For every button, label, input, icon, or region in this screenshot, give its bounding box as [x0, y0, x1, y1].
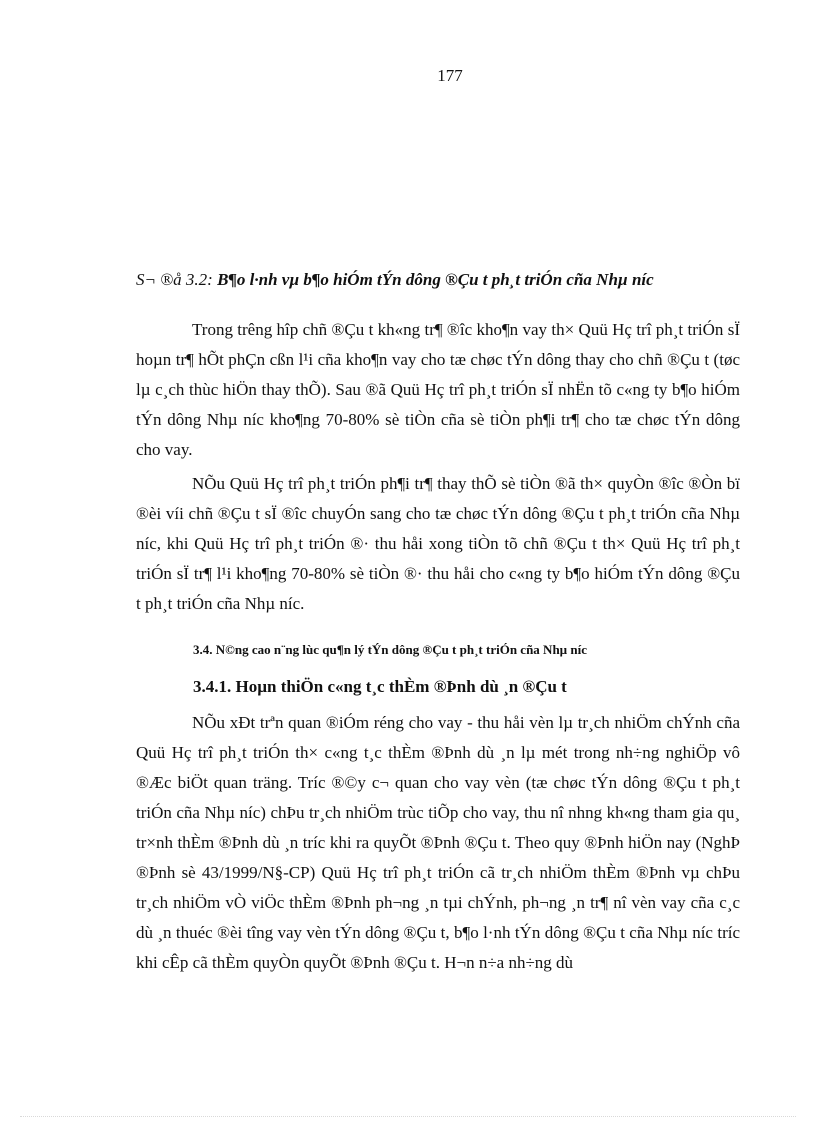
figure-caption — [136, 270, 756, 290]
page-number: 177 — [437, 66, 463, 85]
paragraph-compensation-rights: NÕu Quü Hç trî ph¸t triÓn ph¶i tr¶ thay thÕ sè tiÒn ®ã th× quyÒn ®îc ®Òn bï ®èi víi chñ ®Çu t sÏ ®îc chuyÓn sang cho tæ chøc tÝn dông ®Çu t ph¸t triÓn cña Nhµ níc, khi Quü Hç trî ph¸t triÓn ®· thu håi xong tiÒn tõ chñ ®Çu t th× Quü Hç trî ph¸t triÓn sÏ tr¶ l¹i kho¶ng 70-80% sè tiÒn ®· thu håi cho c«ng ty b¶o hiÓm tÝn dông ®Çu t ph¸t triÓn cña Nhµ níc. — [136, 474, 740, 613]
caption-label: S¬ ®å 3.2: — [136, 270, 213, 289]
page-bottom-divider — [20, 1116, 796, 1117]
paragraph-project-appraisal: NÕu xÐt trªn quan ®iÓm réng cho vay - thu håi vèn lµ tr¸ch nhiÖm chÝnh cña Quü Hç trî ph¸t triÓn th× c«ng t¸c thÈm ®Þnh dù ¸n lµ mét trong nh÷ng nghiÖp vô ®Æc biÖt quan träng. Tríc ®©y c¬ quan cho vay vèn (tæ chøc tÝn dông ®Çu t ph¸t triÓn cña Nhµ níc) chÞu tr¸ch nhiÖm trùc tiÕp cho vay, thu nî nhng kh«ng tham gia qu¸ tr×nh thÈm ®Þnh dù ¸n tríc khi ra quyÕt ®Þnh ®Çu t. Theo quy ®Þnh hiÖn nay (NghÞ ®Þnh sè 43/1999/N§-CP) Quü Hç trî ph¸t triÓn cã tr¸ch nhiÖm thÈm ®Þnh vµ chÞu tr¸ch nhiÖm vÒ viÖc thÈm ®Þnh ph¬ng ¸n tµi chÝnh, ph¬ng ¸n tr¶ nî vèn vay cña c¸c dù ¸n thuéc ®èi tîng vay vèn tÝn dông ®Çu t, b¶o l·nh tÝn dông ®Çu t cña Nhµ níc tríc khi cÊp cã thÈm quyÒn quyÕt ®Þnh ®Çu t. H¬n n÷a nh÷ng dù — [136, 713, 740, 972]
section-heading-3-4-1: 3.4.1. Hoµn thiÖn c«ng t¸c thÈm ®Þnh dù ¸n ®Çu t — [193, 677, 567, 696]
paragraph-guarantee-repayment: Trong trêng hîp chñ ®Çu t kh«ng tr¶ ®îc kho¶n vay th× Quü Hç trî ph¸t triÓn sÏ hoµn tr¶ hÕt phÇn cßn l¹i cña kho¶n vay cho tæ chøc tÝn dông thay cho chñ ®Çu t (tøc lµ c¸ch thùc hiÖn thay thÕ). Sau ®ã Quü Hç trî ph¸t triÓn sÏ nhËn tõ c«ng ty b¶o hiÓm tÝn dông Nhµ níc kho¶ng 70-80% sè tiÒn cña sè tiÒn ph¶i tr¶ cho tæ chøc tÝn dông cho vay. — [136, 320, 740, 459]
caption-title: B¶o l·nh vµ b¶o hiÓm tÝn dông ®Çu t ph¸t triÓn cña Nhµ níc — [217, 270, 654, 289]
section-heading-3-4: 3.4. N©ng cao n¨ng lùc qu¶n lý tÝn dông ®Çu t ph¸t triÓn cña Nhµ níc — [193, 642, 588, 657]
